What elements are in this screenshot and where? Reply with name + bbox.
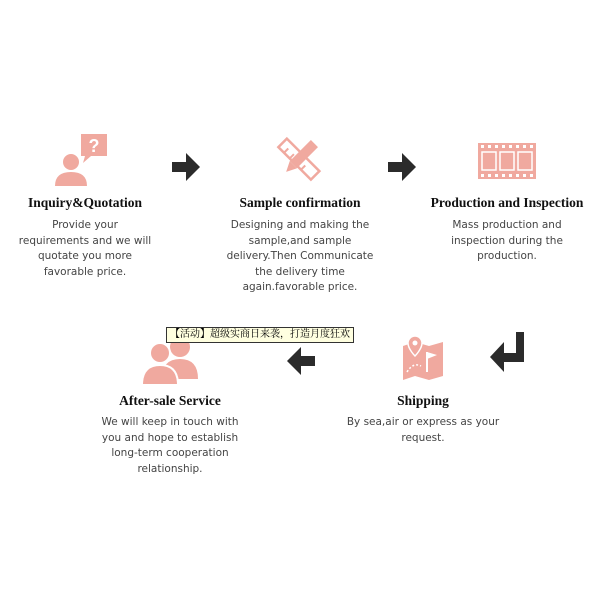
- step-description: By sea,air or express as your request.: [346, 416, 500, 444]
- map-flag-icon: [399, 332, 447, 380]
- step-title: Sample confirmation: [239, 195, 361, 210]
- step-title: Production and Inspection: [430, 195, 584, 210]
- person-question-icon: [53, 132, 113, 190]
- step-title: Shipping: [397, 393, 449, 408]
- step-shipping: [343, 330, 503, 460]
- step-description: We will keep in touch with you and hope to establish long-term cooperation relationship.: [101, 416, 239, 475]
- step-inquiry-quotation: [5, 130, 165, 290]
- arrow-left-icon: [287, 347, 317, 375]
- step-after-sale-service: [90, 330, 250, 480]
- step-description: Mass production and inspection during the production.: [451, 219, 563, 262]
- step-description: Provide your requirements and we will quotate you more favorable price.: [18, 219, 152, 278]
- pencil-ruler-icon: [276, 132, 326, 182]
- svg-text:?: ?: [88, 136, 100, 156]
- promo-tooltip: 【活动】超级实商日来袭，打造月度狂欢: [166, 327, 354, 343]
- step-title: Inquiry&Quotation: [27, 195, 143, 210]
- film-strip-icon: [477, 142, 537, 182]
- step-production-inspection: [422, 130, 592, 290]
- arrow-right-icon: [172, 153, 202, 181]
- step-sample-confirmation: [220, 130, 380, 310]
- step-title: After-sale Service: [119, 393, 221, 408]
- arrow-right-icon: [388, 153, 418, 181]
- step-description: Designing and making the sample,and sample delivery.Then Communicate the delivery time again.favorable price.: [226, 219, 374, 293]
